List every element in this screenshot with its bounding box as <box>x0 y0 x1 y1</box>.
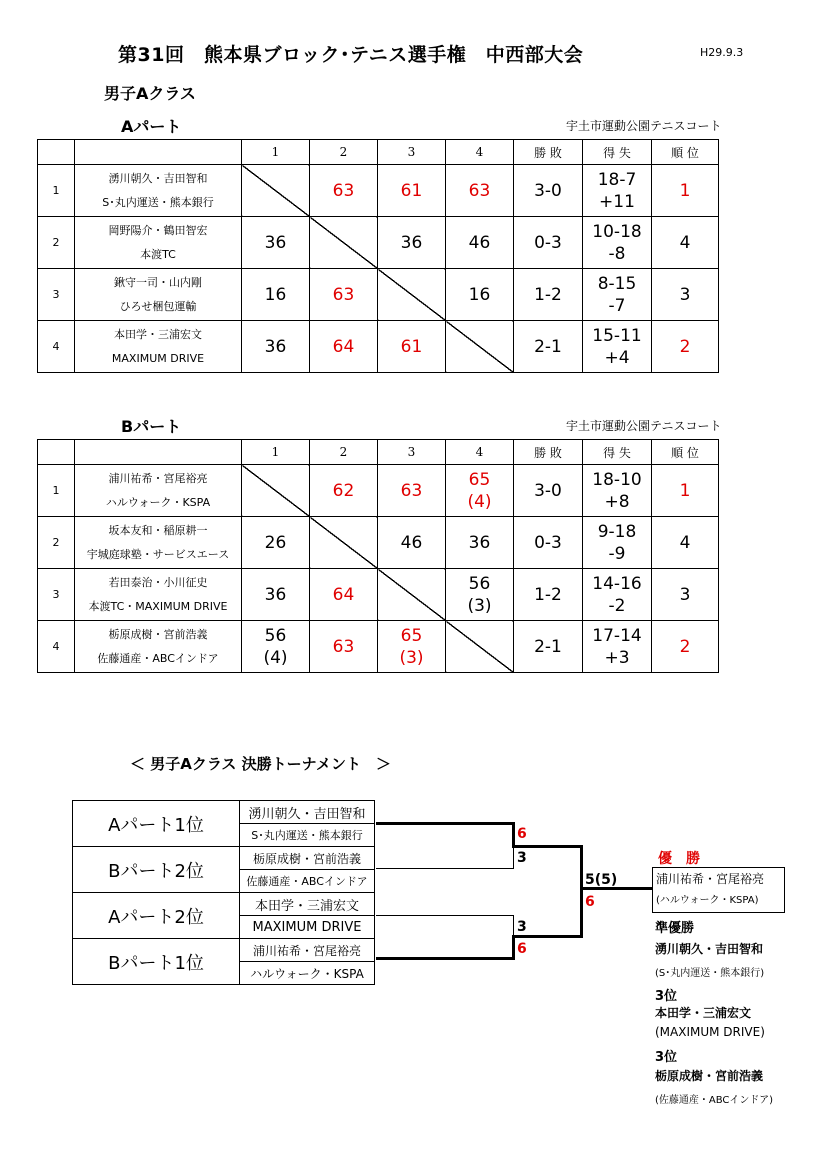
player-club: 本渡TC・MAXIMUM DRIVE <box>88 599 228 613</box>
games-total: 18-7 <box>597 169 637 190</box>
seed-number: 2 <box>38 517 75 569</box>
game-diff-cell <box>583 165 652 217</box>
score-cell: 63 <box>310 269 378 321</box>
slot-player-pair: 本田学・三浦宏文 <box>240 893 375 916</box>
slot-player-pair: 湧川朝久・吉田智和 <box>240 801 375 824</box>
bracket-slot <box>73 939 375 962</box>
semi2-bottom-score: 6 <box>517 941 527 957</box>
bracket-line <box>376 915 514 916</box>
bracket-entries <box>72 800 375 985</box>
win-loss-cell: 0-3 <box>514 217 583 269</box>
header-blank <box>75 140 242 165</box>
slot-player-pair: 浦川祐希・宮尾裕亮 <box>240 939 375 962</box>
rank-cell: 3 <box>652 569 719 621</box>
player-names <box>75 569 242 621</box>
score-main: 56 <box>264 625 287 646</box>
player-pair: 坂本友和・稲原耕一 <box>108 523 208 537</box>
table-row <box>38 517 719 569</box>
runner-up-club: (S･丸内運送・熊本銀行) <box>655 968 765 979</box>
part-b-venue: 宇土市運動公園テニスコート <box>566 419 722 433</box>
rank-cell: 4 <box>652 217 719 269</box>
header-opponent-4: 4 <box>446 140 514 165</box>
win-loss-cell: 1-2 <box>514 269 583 321</box>
score-cell: 36 <box>242 321 310 373</box>
seed-number: 4 <box>38 321 75 373</box>
player-names <box>75 321 242 373</box>
self-match-cell <box>378 569 446 621</box>
score-cell: 64 <box>310 321 378 373</box>
player-pair: 若田泰治・小川征史 <box>108 575 208 589</box>
score-main: 65 <box>400 625 423 646</box>
bracket-line <box>376 868 514 869</box>
page-title: 第31回 熊本県ブロック･テニス選手権 中西部大会 <box>118 44 584 66</box>
table-row <box>38 321 719 373</box>
game-diff-cell <box>583 569 652 621</box>
self-match-cell <box>378 269 446 321</box>
third-place-name: 栃原成樹・宮前浩義 <box>655 1069 764 1083</box>
slot-label: Aパート2位 <box>73 893 240 939</box>
final-title: ＜ 男子Aクラス 決勝トーナメント ＞ <box>130 755 392 773</box>
score-cell: 61 <box>378 165 446 217</box>
slot-label: Bパート2位 <box>73 847 240 893</box>
score-cell: 64 <box>310 569 378 621</box>
rank-cell: 2 <box>652 321 719 373</box>
self-match-cell <box>446 621 514 673</box>
third-place-club: (佐藤通産・ABCインドア) <box>655 1095 774 1106</box>
header-rank: 順 位 <box>652 440 719 465</box>
header-rank: 順 位 <box>652 140 719 165</box>
rank-cell: 1 <box>652 165 719 217</box>
player-pair: 浦川祐希・宮尾裕亮 <box>108 471 208 485</box>
player-club: 本渡TC <box>140 247 176 261</box>
part-b-title: Bパート <box>121 417 182 436</box>
part-b-table <box>37 439 719 673</box>
bracket-line-winner <box>512 822 515 847</box>
score-cell: 62 <box>310 465 378 517</box>
bracket-line-winner <box>376 822 514 825</box>
score-cell: 36 <box>446 517 514 569</box>
games-diff: -2 <box>608 595 626 616</box>
player-club: 宇城庭球塾・サービスエース <box>86 547 230 561</box>
slot-player-club: 佐藤通産・ABCインドア <box>240 870 375 893</box>
rank-cell: 1 <box>652 465 719 517</box>
score-cell: 36 <box>242 217 310 269</box>
part-a-venue: 宇土市運動公園テニスコート <box>566 119 722 133</box>
self-match-cell <box>242 465 310 517</box>
game-diff-cell <box>583 621 652 673</box>
score-cell <box>446 465 514 517</box>
seed-number: 1 <box>38 465 75 517</box>
header-win-loss: 勝 敗 <box>514 140 583 165</box>
score-cell: 63 <box>310 165 378 217</box>
games-diff: +4 <box>604 347 630 368</box>
games-diff: -8 <box>608 243 626 264</box>
bracket-line-winner <box>580 888 583 938</box>
games-total: 14-16 <box>592 573 642 594</box>
slot-player-club: ハルウォーク・KSPA <box>240 962 375 985</box>
bracket-line <box>580 845 583 888</box>
event-date: H29.9.3 <box>700 46 744 59</box>
games-total: 17-14 <box>592 625 642 646</box>
player-club: ひろせ梱包運輸 <box>119 299 197 313</box>
player-names <box>75 269 242 321</box>
games-diff: +3 <box>604 647 630 668</box>
winner-box <box>652 867 785 913</box>
bracket-slot <box>73 847 375 870</box>
header-opponent-2: 2 <box>310 140 378 165</box>
table-header <box>38 440 719 465</box>
win-loss-cell: 0-3 <box>514 517 583 569</box>
header-opponent-1: 1 <box>242 140 310 165</box>
player-club: 佐藤通産・ABCインドア <box>97 651 219 665</box>
third-place-name: 本田学・三浦宏文 <box>655 1006 752 1020</box>
games-total: 8-15 <box>597 273 637 294</box>
games-total: 10-18 <box>592 221 642 242</box>
tiebreak-score: (3) <box>399 647 424 668</box>
third-place-club: (MAXIMUM DRIVE) <box>655 1025 765 1039</box>
winner-name: 浦川祐希・宮尾裕亮 <box>656 872 765 886</box>
table-row <box>38 269 719 321</box>
header-opponent-3: 3 <box>378 140 446 165</box>
score-cell: 63 <box>446 165 514 217</box>
games-diff: -7 <box>608 295 626 316</box>
seed-number: 1 <box>38 165 75 217</box>
bracket-line-winner <box>512 935 515 960</box>
header-blank <box>38 140 75 165</box>
bracket-line-winner <box>512 935 583 938</box>
player-club: ハルウォーク・KSPA <box>105 495 211 509</box>
part-a-table <box>37 139 719 373</box>
header-opponent-4: 4 <box>446 440 514 465</box>
seed-number: 2 <box>38 217 75 269</box>
third-place-label: 3位 <box>655 989 678 1004</box>
game-diff-cell <box>583 321 652 373</box>
rank-cell: 2 <box>652 621 719 673</box>
table-row <box>38 217 719 269</box>
self-match-cell <box>310 517 378 569</box>
class-name: 男子Aクラス <box>104 84 196 103</box>
header-opponent-2: 2 <box>310 440 378 465</box>
score-cell: 26 <box>242 517 310 569</box>
table-row <box>38 165 719 217</box>
header-blank <box>75 440 242 465</box>
player-pair: 栃原成樹・宮前浩義 <box>108 627 208 641</box>
player-names <box>75 165 242 217</box>
player-club: S･丸内運送・熊本銀行 <box>102 195 214 209</box>
slot-player-pair: 栃原成樹・宮前浩義 <box>240 847 375 870</box>
player-names <box>75 621 242 673</box>
runner-up-name: 湧川朝久・吉田智和 <box>655 942 764 956</box>
game-diff-cell <box>583 517 652 569</box>
tiebreak-score: (4) <box>467 491 492 512</box>
semi1-top-score: 6 <box>517 826 527 842</box>
winner-club: (ハルウォーク・KSPA) <box>656 895 759 906</box>
final-bottom-score: 6 <box>585 894 595 910</box>
self-match-cell <box>242 165 310 217</box>
win-loss-cell: 2-1 <box>514 321 583 373</box>
score-cell: 36 <box>378 217 446 269</box>
score-cell <box>242 621 310 673</box>
slot-label: Aパート1位 <box>73 801 240 847</box>
table-header <box>38 140 719 165</box>
player-pair: 湧川朝久・吉田智和 <box>108 171 208 185</box>
table-row <box>38 569 719 621</box>
bracket-slot <box>73 801 375 824</box>
score-main: 65 <box>468 469 491 490</box>
header-opponent-3: 3 <box>378 440 446 465</box>
game-diff-cell <box>583 269 652 321</box>
win-loss-cell: 3-0 <box>514 465 583 517</box>
game-diff-cell <box>583 217 652 269</box>
score-cell: 61 <box>378 321 446 373</box>
rank-cell: 3 <box>652 269 719 321</box>
seed-number: 3 <box>38 269 75 321</box>
self-match-cell <box>446 321 514 373</box>
win-loss-cell: 1-2 <box>514 569 583 621</box>
score-cell: 36 <box>242 569 310 621</box>
bracket-line-winner <box>512 845 583 848</box>
score-cell: 16 <box>446 269 514 321</box>
header-opponent-1: 1 <box>242 440 310 465</box>
header-blank <box>38 440 75 465</box>
games-diff: +8 <box>604 491 630 512</box>
score-cell: 63 <box>378 465 446 517</box>
header-game-diff: 得 失 <box>583 140 652 165</box>
final-top-score: 5(5) <box>585 872 618 888</box>
score-main: 56 <box>468 573 491 594</box>
part-a-title: Aパート <box>121 117 182 136</box>
third-place-label: 3位 <box>655 1050 678 1065</box>
player-pair: 岡野陽介・鶴田智宏 <box>108 223 208 237</box>
games-diff: -9 <box>608 543 626 564</box>
header-game-diff: 得 失 <box>583 440 652 465</box>
player-names <box>75 517 242 569</box>
score-cell <box>446 569 514 621</box>
semi2-top-score: 3 <box>517 919 527 935</box>
bracket-line-winner <box>376 957 514 960</box>
player-pair: 本田学・三浦宏文 <box>114 327 202 341</box>
score-cell: 46 <box>378 517 446 569</box>
table-row <box>38 465 719 517</box>
self-match-cell <box>310 217 378 269</box>
runner-up-label: 準優勝 <box>655 921 695 936</box>
win-loss-cell: 2-1 <box>514 621 583 673</box>
slot-label: Bパート1位 <box>73 939 240 985</box>
player-names <box>75 465 242 517</box>
rank-cell: 4 <box>652 517 719 569</box>
score-cell: 46 <box>446 217 514 269</box>
bracket-line <box>513 915 514 937</box>
tiebreak-score: (3) <box>467 595 492 616</box>
tiebreak-score: (4) <box>263 647 288 668</box>
win-loss-cell: 3-0 <box>514 165 583 217</box>
slot-player-club: MAXIMUM DRIVE <box>240 916 375 939</box>
game-diff-cell <box>583 465 652 517</box>
table-row <box>38 621 719 673</box>
games-diff: +11 <box>599 191 635 212</box>
bracket-line <box>513 846 514 869</box>
winner-label: 優 勝 <box>658 851 700 867</box>
header-win-loss: 勝 敗 <box>514 440 583 465</box>
seed-number: 4 <box>38 621 75 673</box>
bracket-slot <box>73 893 375 916</box>
semi1-bottom-score: 3 <box>517 850 527 866</box>
slot-player-club: S･丸内運送・熊本銀行 <box>240 824 375 847</box>
games-total: 15-11 <box>592 325 642 346</box>
player-pair: 鍬守一司・山内剛 <box>114 275 202 289</box>
games-total: 9-18 <box>597 521 637 542</box>
seed-number: 3 <box>38 569 75 621</box>
score-cell: 16 <box>242 269 310 321</box>
games-total: 18-10 <box>592 469 642 490</box>
player-club: MAXIMUM DRIVE <box>111 351 205 365</box>
score-cell: 63 <box>310 621 378 673</box>
player-names <box>75 217 242 269</box>
score-cell <box>378 621 446 673</box>
